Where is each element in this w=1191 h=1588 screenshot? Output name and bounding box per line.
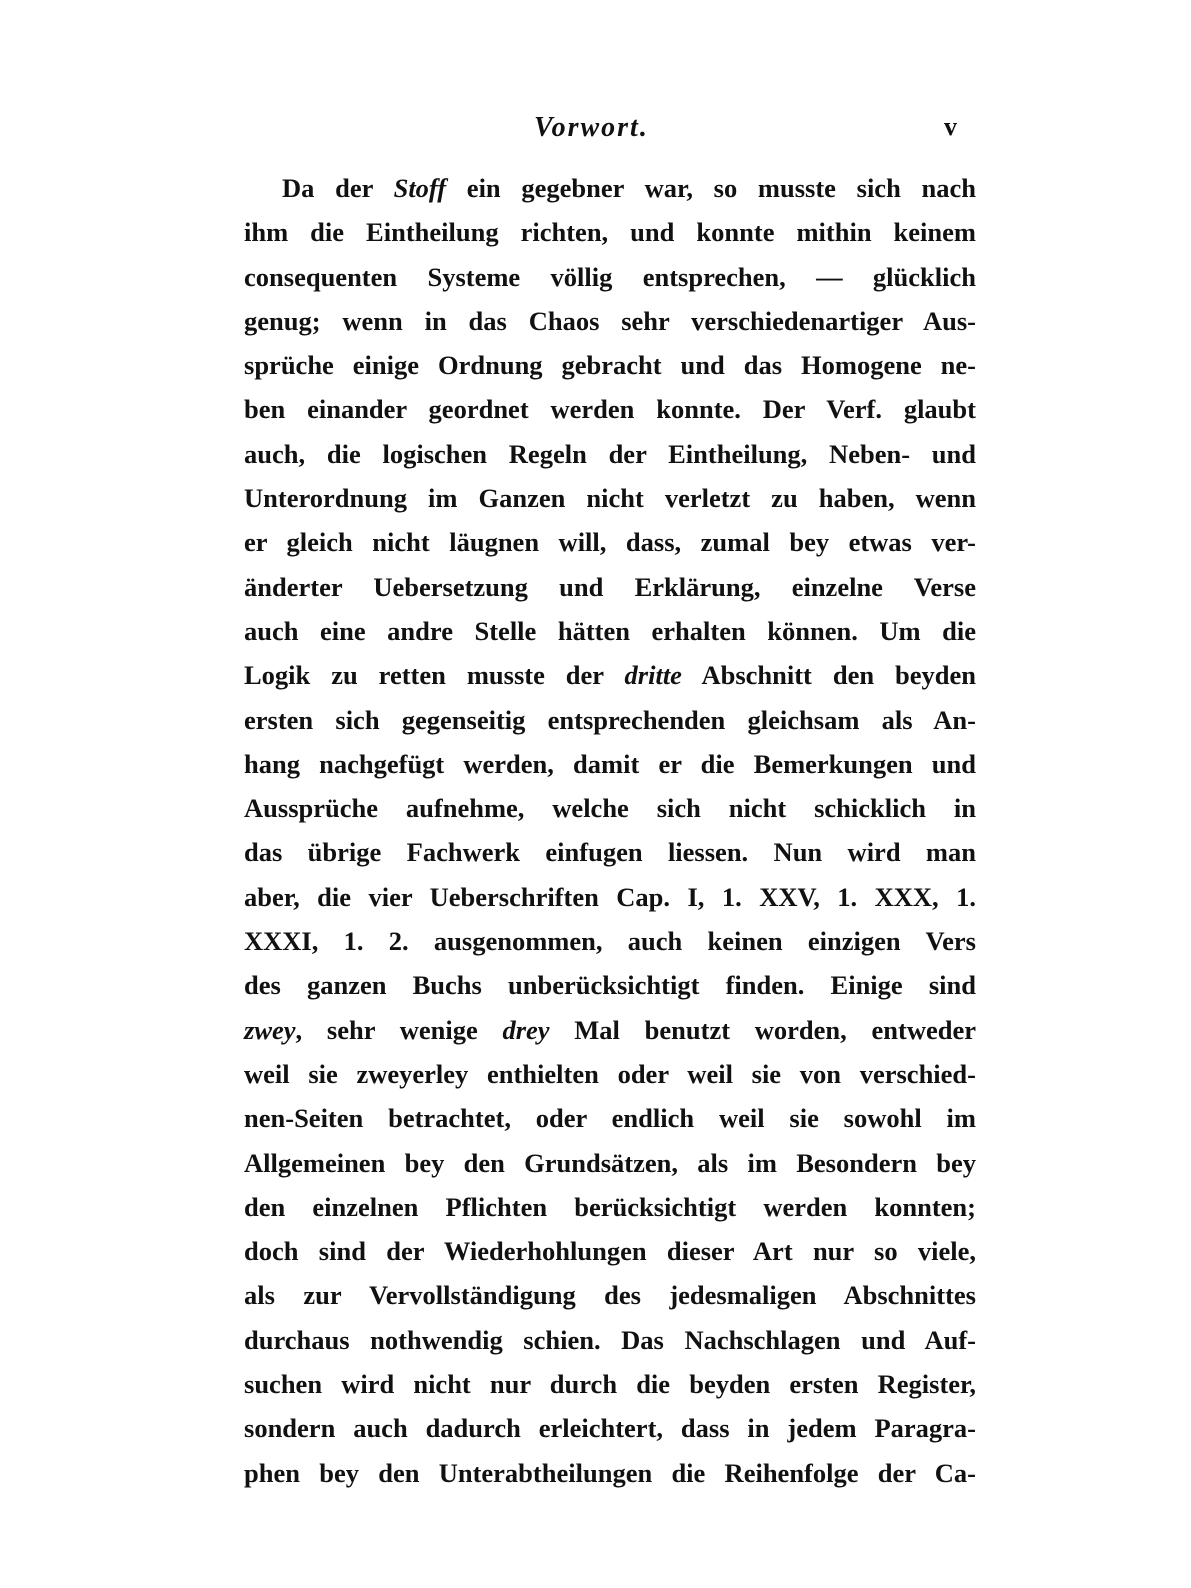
text-line [244,742,976,786]
text-segment: er gleich nicht läugnen will, dass, zumal bey etwas ver- [244,527,976,558]
text-line [244,1273,976,1317]
text-segment: Da der [282,173,394,203]
text-line [244,875,976,919]
text-segment: Logik zu retten musste der [244,660,625,691]
text-line [244,255,976,299]
text-line [244,387,976,431]
text-segment: aber, die vier Ueberschriften Cap. I, 1. XXV, 1. XXX, 1. [244,881,976,912]
text-line [244,1451,976,1495]
text-line [244,520,976,564]
text-line [244,166,976,210]
text-segment: suchen wird nicht nur durch die beyden ersten Register, [244,1369,976,1400]
text-line [244,432,976,476]
text-segment: genug; wenn in das Chaos sehr verschiedenartiger Aus- [244,305,976,336]
text-line [244,1052,976,1096]
text-segment: Mal benutzt worden, entweder [549,1014,976,1045]
text-segment: phen bey den Unterabtheilungen die Reihenfolge der Ca- [244,1457,976,1488]
italic-word: dritte [624,660,682,691]
text-line [244,1096,976,1140]
running-title: Vorwort. [534,112,649,143]
text-line [244,653,976,697]
text-line [244,919,976,963]
text-line [244,1318,976,1362]
body-text [244,166,976,1495]
text-line [244,343,976,387]
text-line [244,1008,976,1052]
text-line [244,299,976,343]
text-segment: Unterordnung im Ganzen nicht verletzt zu haben, wenn [244,483,976,514]
text-segment: ein gegebner war, so musste sich nach [446,173,976,203]
text-segment: ersten sich gegenseitig entsprechenden gleichsam als An- [244,704,976,735]
text-line [244,786,976,830]
text-segment: sondern auch dadurch erleichtert, dass in jedem Paragra- [244,1413,976,1444]
text-segment: änderter Uebersetzung und Erklärung, einzelne Verse [244,571,976,602]
text-segment: weil sie zweyerley enthielten oder weil sie von verschied- [244,1058,976,1089]
text-line [244,963,976,1007]
text-segment: ihm die Eintheilung richten, und konnte mithin keinem [244,217,976,248]
text-line [244,1406,976,1450]
text-segment: durchaus nothwendig schien. Das Nachschlagen und Auf- [244,1324,976,1355]
italic-word: zwey [244,1014,296,1045]
text-segment: auch eine andre Stelle hätten erhalten können. Um die [244,615,976,646]
text-segment: ben einander geordnet werden konnte. Der Verf. glaubt [244,394,976,425]
text-segment: das übrige Fachwerk einfugen liessen. Nun wird man [244,837,976,868]
text-segment: Allgemeinen bey den Grundsätzen, als im Besondern bey [244,1147,976,1178]
text-segment: Abschnitt den beyden [681,660,977,691]
italic-word: drey [502,1014,550,1045]
text-segment: doch sind der Wiederhohlungen dieser Art nur so viele, [244,1236,976,1267]
text-line [244,609,976,653]
text-line [244,476,976,520]
text-segment: consequenten Systeme völlig entsprechen, — glücklich [244,261,976,292]
text-segment: den einzelnen Pflichten berücksichtigt werden konnten; [244,1191,976,1222]
text-segment: des ganzen Buchs unberücksichtigt finden. Einige sind [244,970,976,1001]
text-segment: Aussprüche aufnehme, welche sich nicht schicklich in [244,793,976,824]
text-line [244,210,976,254]
italic-word: Stoff [393,173,447,203]
text-line [244,1229,976,1273]
text-line [244,565,976,609]
page-number: v [944,112,957,141]
text-segment: sprüche einige Ordnung gebracht und das Homogene ne- [244,350,976,381]
text-line [244,1362,976,1406]
text-line [244,830,976,874]
text-line [244,1141,976,1185]
text-segment: , sehr wenige [295,1014,503,1045]
text-segment: hang nachgefügt werden, damit er die Bemerkungen und [244,748,976,779]
text-segment: nen-Seiten betrachtet, oder endlich weil sie sowohl im [244,1103,976,1134]
page-header [0,112,1191,152]
text-line [244,698,976,742]
text-line [244,1185,976,1229]
text-segment: als zur Vervollständigung des jedesmaligen Abschnittes [244,1280,976,1311]
text-segment: XXXI, 1. 2. ausgenommen, auch keinen einzigen Vers [244,926,976,957]
text-segment: auch, die logischen Regeln der Eintheilung, Neben- und [244,438,976,469]
